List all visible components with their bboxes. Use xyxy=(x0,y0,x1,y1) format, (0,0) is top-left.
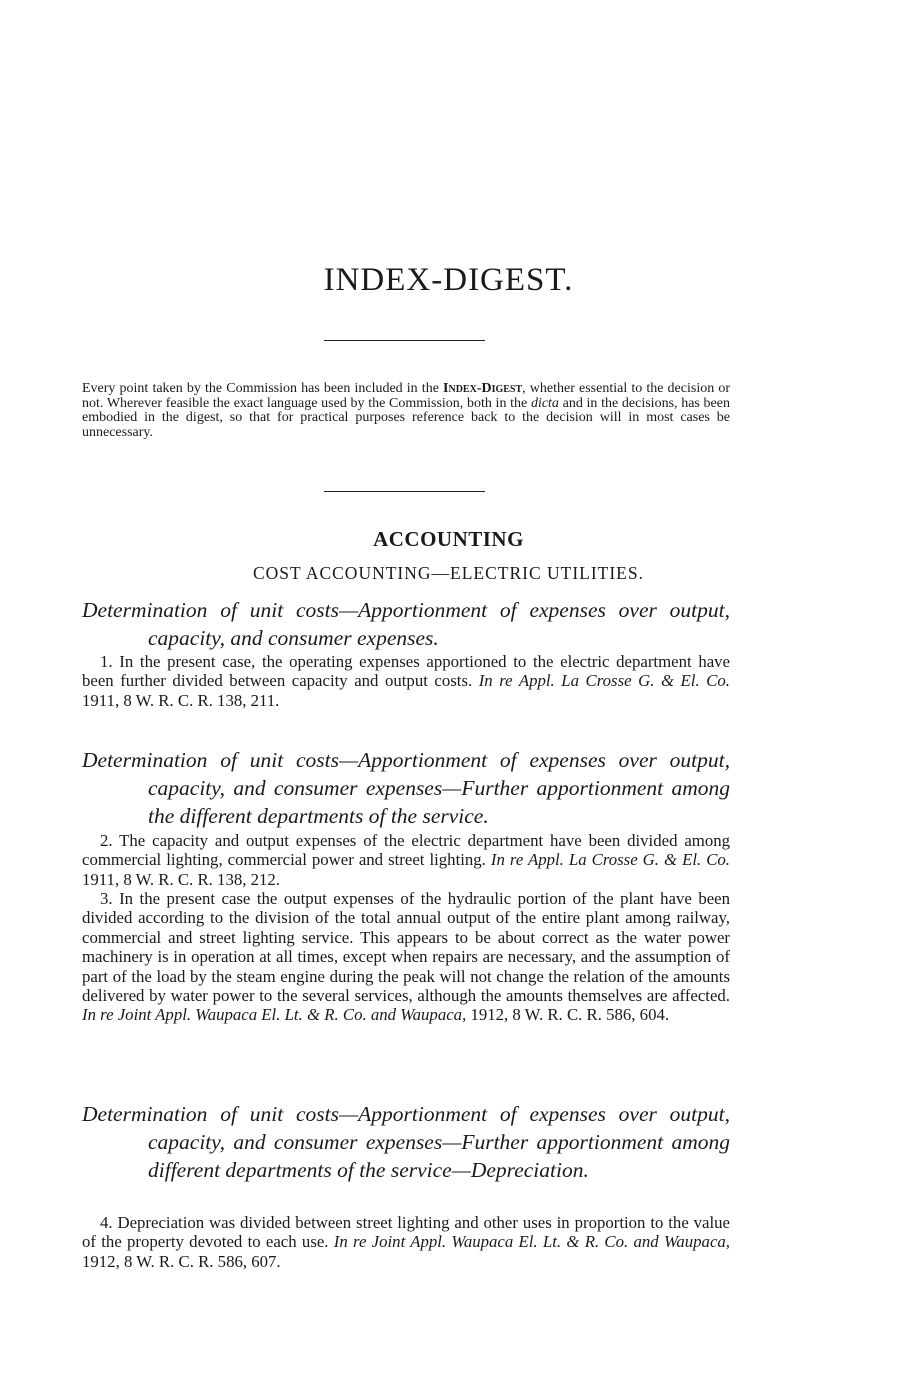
intro-dicta: dicta xyxy=(530,395,559,411)
report-reference: 1911, 8 W. R. C. R. 138, 211. xyxy=(82,690,280,710)
topic-heading: Determination of unit costs—Apportionment of expenses over output, capacity, and consumer expenses—Further apportionment among different departments of the service—Depreciation. xyxy=(82,1102,730,1182)
topic-heading: Determination of unit costs—Apportionment of expenses over output, capacity, and consumer expenses. xyxy=(82,598,730,650)
digest-paragraph xyxy=(82,831,730,889)
page-title: INDEX-DIGEST. xyxy=(323,262,574,298)
case-citation: In re Appl. La Crosse G. & El. Co. xyxy=(478,671,730,691)
intro-paragraph xyxy=(82,382,730,440)
paragraph-text: 3. In the present case the output expenses of the hydraulic portion of the plant have been divided according to the division of the total annual output of the entire plant among railway, commercial and street lighting service. This appears to be about correct as the water power machinery is in operation at all times, except when repairs are necessary, and the assumption of part of the load by the steam engine during the peak will not change the relation of the amounts delivered by water power to the several services, although the amounts themselves are affected. xyxy=(82,889,730,1006)
paragraph-text: 2. The capacity and output expenses of the electric department have been divided among commercial lighting, commercial power and street lighting. xyxy=(82,831,730,870)
case-citation: In re Joint Appl. Waupaca El. Lt. & R. Co. and Waupaca, xyxy=(82,1005,467,1025)
case-citation: In re Appl. La Crosse G. & El. Co. xyxy=(490,850,730,870)
digest-paragraph xyxy=(82,652,730,710)
section-title: ACCOUNTING xyxy=(373,527,524,551)
digest-paragraph xyxy=(82,889,730,1025)
paragraph-text: 1. In the present case, the operating expenses apportioned to the electric department have been further divided between capacity and output costs. xyxy=(82,652,730,691)
title-divider xyxy=(324,340,485,341)
digest-paragraph xyxy=(82,1213,730,1271)
intro-text-2: and in the decisions, has been embodied in the digest, so that for practical purposes reference back to the decision will in most cases be unnecessary. xyxy=(82,395,730,440)
intro-text-1: , whether essential to the decision or not. Wherever feasible the exact language used by the Commission, both in the xyxy=(82,381,730,411)
report-reference: 1911, 8 W. R. C. R. 138, 212. xyxy=(82,869,280,889)
topic-heading: Determination of unit costs—Apportionment of expenses over output, capacity, and consumer expenses—Further apportionment among the different departments of the service. xyxy=(82,748,730,828)
report-reference: 1912, 8 W. R. C. R. 586, 604. xyxy=(466,1005,670,1025)
subsection-title: COST ACCOUNTING—ELECTRIC UTILITIES. xyxy=(253,563,644,583)
intro-divider xyxy=(324,491,485,492)
report-reference: 1912, 8 W. R. C. R. 586, 607. xyxy=(82,1251,281,1271)
case-citation: In re Joint Appl. Waupaca El. Lt. & R. Co. and Waupaca, xyxy=(333,1232,730,1252)
intro-index-term: Index-Digest xyxy=(443,381,523,396)
intro-lead: Every point taken by the Commission has been included in the xyxy=(82,381,444,396)
paragraph-text: 4. Depreciation was divided between street lighting and other uses in proportion to the value of the property devoted to each use. xyxy=(82,1213,730,1252)
